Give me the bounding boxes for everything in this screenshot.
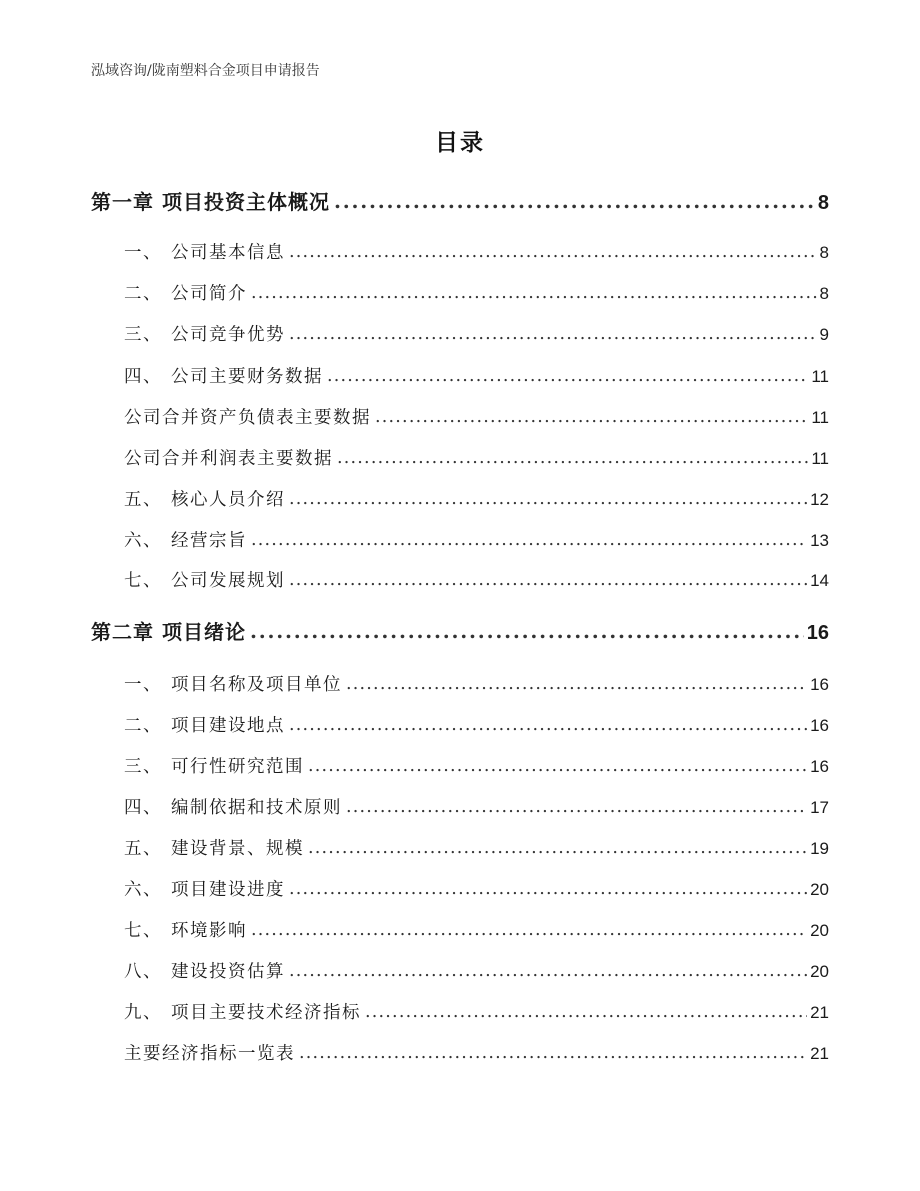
toc-leader-dots xyxy=(346,797,807,817)
toc-entry[interactable] xyxy=(124,445,829,471)
toc-entry-label: 公司合并资产负债表主要数据 xyxy=(124,408,371,428)
toc-page-number: 11 xyxy=(811,408,829,427)
toc-leader-dots xyxy=(346,674,807,694)
toc-entry[interactable] xyxy=(124,1040,829,1066)
toc-entry-label: 公司合并利润表主要数据 xyxy=(124,449,333,469)
toc-leader-dots xyxy=(289,961,807,981)
toc-leader-dots xyxy=(308,756,807,776)
toc-entry-number: 三、 xyxy=(124,325,162,345)
toc-entry-label: 项目建设进度 xyxy=(171,880,285,900)
toc-entry[interactable] xyxy=(124,876,829,902)
toc-entry-label: 可行性研究范围 xyxy=(171,757,304,777)
toc-leader-dots xyxy=(337,448,808,468)
toc-leader-dots xyxy=(289,242,817,262)
toc-entry-number: 一、 xyxy=(124,675,162,695)
toc-chapter-2[interactable] xyxy=(91,616,829,646)
toc-page-number: 14 xyxy=(810,571,829,590)
toc-page-number: 11 xyxy=(811,449,829,468)
toc-leader-dots xyxy=(289,570,807,590)
toc-page-number: 16 xyxy=(810,675,829,694)
toc-entry-label: 项目名称及项目单位 xyxy=(171,675,342,695)
toc-entry[interactable] xyxy=(124,363,829,389)
toc-page-number: 20 xyxy=(810,921,829,940)
toc-page-number: 9 xyxy=(819,325,829,344)
toc-entry-label: 项目建设地点 xyxy=(171,716,285,736)
toc-entry[interactable] xyxy=(124,958,829,984)
toc-page-number: 16 xyxy=(810,716,829,735)
toc-entry-label: 建设投资估算 xyxy=(171,962,285,982)
toc-leader-dots xyxy=(289,324,817,344)
toc-chapter-label: 第一章 项目投资主体概况 xyxy=(91,190,330,214)
toc-entry-number: 七、 xyxy=(124,571,162,591)
toc-entry[interactable] xyxy=(124,239,829,265)
toc-leader-dots xyxy=(250,619,804,643)
toc-entry-number: 二、 xyxy=(124,284,162,304)
toc-chapter-1[interactable] xyxy=(91,186,829,216)
toc-entry-label: 公司简介 xyxy=(171,284,247,304)
toc-entry-label: 建设背景、规模 xyxy=(171,839,304,859)
toc-page-number: 17 xyxy=(810,798,829,817)
document-header: 泓域咨询/陇南塑料合金项目申请报告 xyxy=(91,63,320,79)
toc-entry[interactable] xyxy=(124,794,829,820)
toc-entry[interactable] xyxy=(124,712,829,738)
toc-entry[interactable] xyxy=(124,321,829,347)
toc-entry[interactable] xyxy=(124,404,829,430)
toc-entry-label: 公司基本信息 xyxy=(171,243,285,263)
toc-page-number: 20 xyxy=(810,962,829,981)
toc-entry[interactable] xyxy=(124,917,829,943)
toc-entry[interactable] xyxy=(124,280,829,306)
toc-entry-number: 六、 xyxy=(124,880,162,900)
toc-entry-number: 六、 xyxy=(124,531,162,551)
toc-leader-dots xyxy=(289,715,807,735)
toc-entry-label: 经营宗旨 xyxy=(171,531,247,551)
toc-leader-dots xyxy=(251,530,807,550)
toc-leader-dots xyxy=(251,283,817,303)
toc-entry-number: 五、 xyxy=(124,839,162,859)
toc-entry-label: 核心人员介绍 xyxy=(171,490,285,510)
toc-entry-number: 二、 xyxy=(124,716,162,736)
toc-entry-label: 公司主要财务数据 xyxy=(171,367,323,387)
toc-page-number: 21 xyxy=(810,1003,829,1022)
toc-leader-dots xyxy=(334,189,815,213)
toc-page-number: 16 xyxy=(806,622,829,644)
toc-page-number: 8 xyxy=(817,192,829,214)
toc-entry[interactable] xyxy=(124,999,829,1025)
toc-entry-number: 八、 xyxy=(124,962,162,982)
toc-entry-number: 四、 xyxy=(124,798,162,818)
toc-page-number: 20 xyxy=(810,880,829,899)
toc-entry-number: 九、 xyxy=(124,1003,162,1023)
toc-entry[interactable] xyxy=(124,486,829,512)
toc-entry-label: 公司发展规划 xyxy=(171,571,285,591)
toc-leader-dots xyxy=(251,920,807,940)
toc-leader-dots xyxy=(289,879,807,899)
toc-entry-label: 项目主要技术经济指标 xyxy=(171,1003,361,1023)
toc-leader-dots xyxy=(308,838,807,858)
toc-leader-dots xyxy=(365,1002,807,1022)
toc-leader-dots xyxy=(299,1043,807,1063)
toc-entry-label: 公司竞争优势 xyxy=(171,325,285,345)
toc-page-number: 11 xyxy=(811,367,829,386)
toc-page-number: 8 xyxy=(819,243,829,262)
toc-entry-number: 五、 xyxy=(124,490,162,510)
toc-entry-number: 一、 xyxy=(124,243,162,263)
toc-entry[interactable] xyxy=(124,835,829,861)
toc-leader-dots xyxy=(289,489,807,509)
page-title: 目录 xyxy=(435,129,485,156)
toc-page-number: 21 xyxy=(810,1044,829,1063)
toc-entry[interactable] xyxy=(124,567,829,593)
toc-page-number: 13 xyxy=(810,531,829,550)
toc-entry[interactable] xyxy=(124,671,829,697)
toc-entry[interactable] xyxy=(124,527,829,553)
toc-entry-number: 四、 xyxy=(124,367,162,387)
toc-page-number: 16 xyxy=(810,757,829,776)
toc-page-number: 12 xyxy=(810,490,829,509)
toc-entry[interactable] xyxy=(124,753,829,779)
toc-page-number: 19 xyxy=(810,839,829,858)
toc-page-number: 8 xyxy=(819,284,829,303)
toc-leader-dots xyxy=(327,366,808,386)
toc-leader-dots xyxy=(375,407,808,427)
toc-entry-label: 主要经济指标一览表 xyxy=(124,1044,295,1064)
toc-entry-number: 三、 xyxy=(124,757,162,777)
toc-entry-number: 七、 xyxy=(124,921,162,941)
toc-entry-label: 编制依据和技术原则 xyxy=(171,798,342,818)
toc-entry-label: 环境影响 xyxy=(171,921,247,941)
toc-chapter-label: 第二章 项目绪论 xyxy=(91,620,246,644)
